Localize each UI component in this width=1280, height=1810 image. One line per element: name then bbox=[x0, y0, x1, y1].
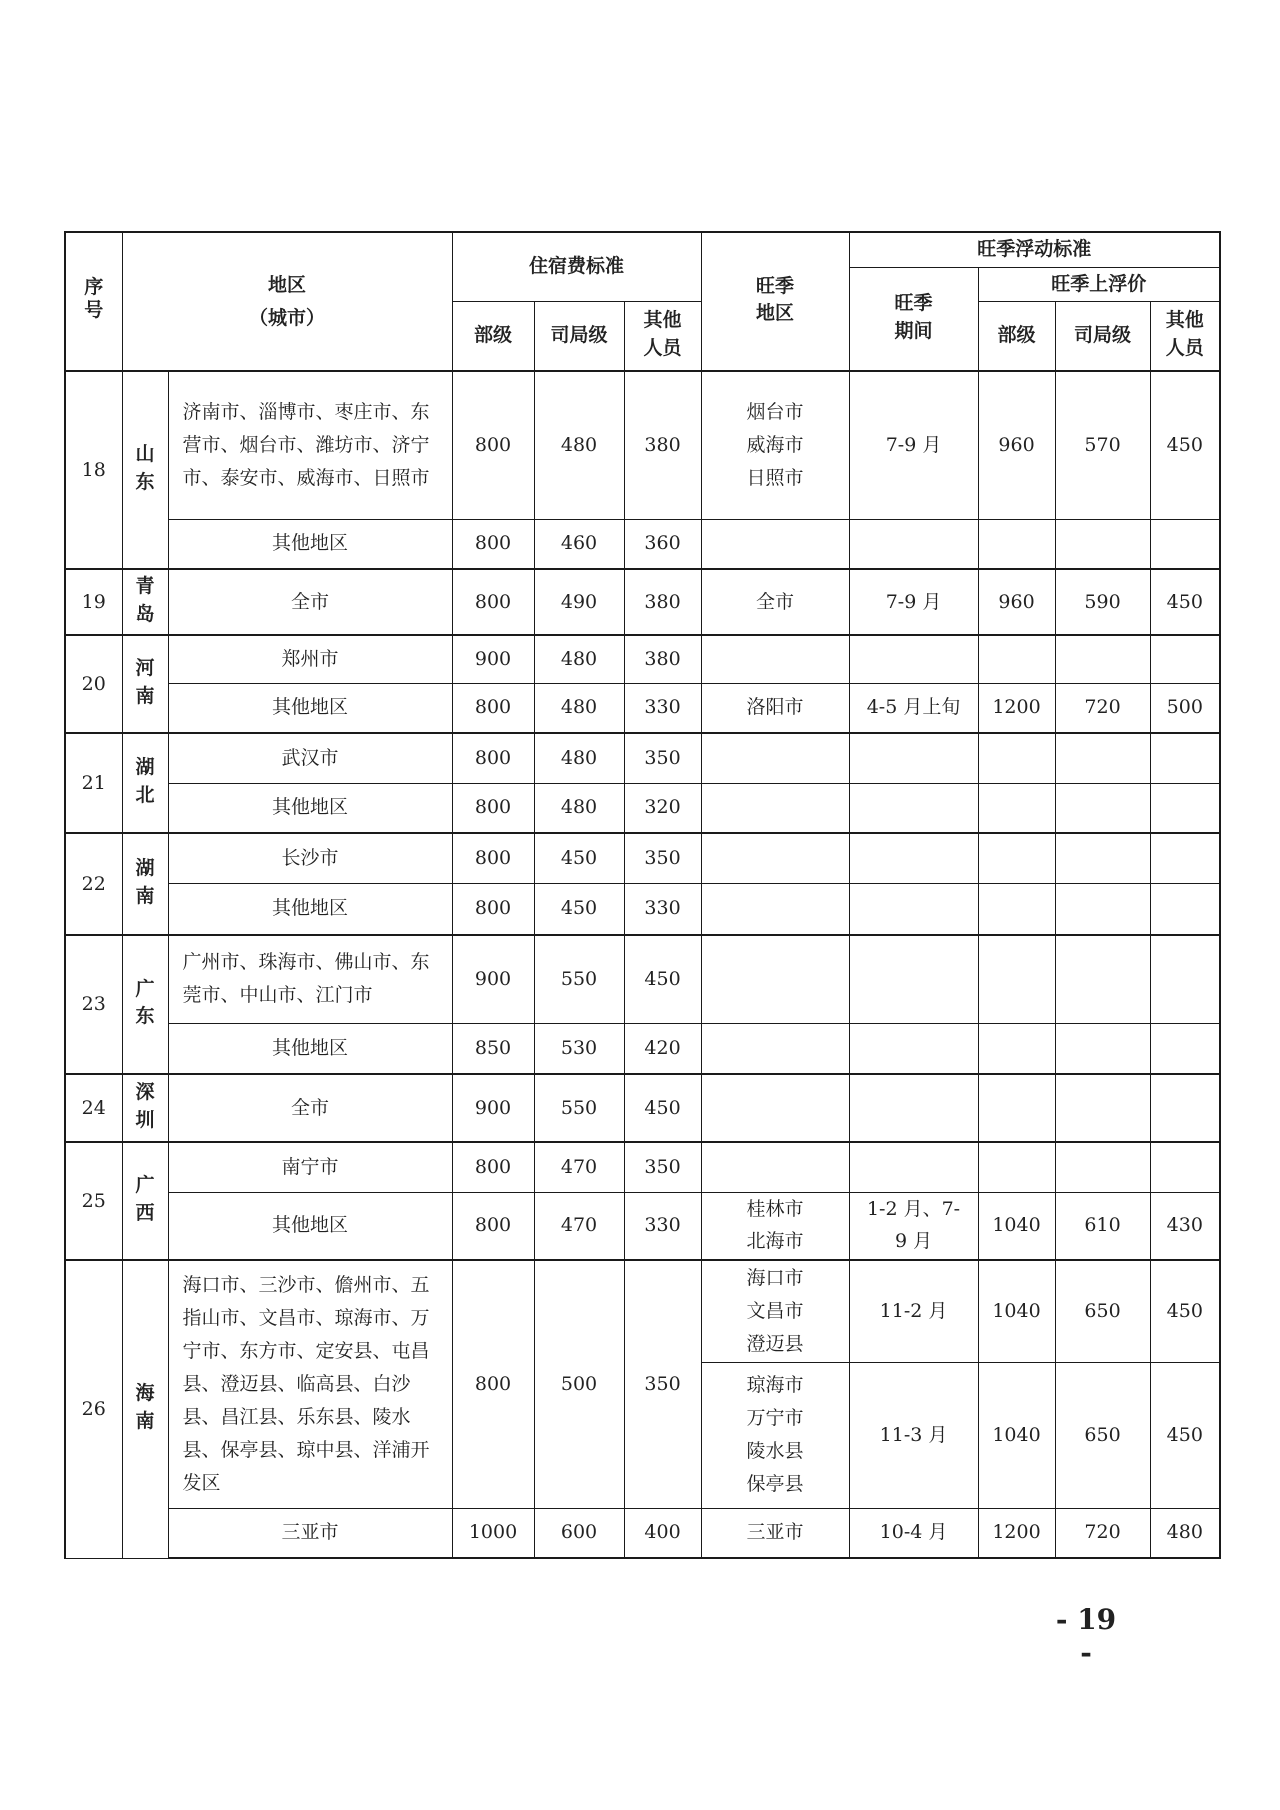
peak-period bbox=[849, 733, 978, 783]
header-peak-float: 旺季浮动标准 bbox=[849, 232, 1220, 267]
table-row bbox=[65, 935, 1220, 1023]
ministry-rate: 800 bbox=[452, 883, 534, 935]
bureau-rate: 470 bbox=[534, 1192, 624, 1260]
peak-ministry-rate: 1040 bbox=[978, 1192, 1055, 1260]
header-bureau: 司局级 bbox=[534, 301, 624, 371]
ministry-rate: 800 bbox=[452, 733, 534, 783]
city-list: 南宁市 bbox=[168, 1142, 452, 1192]
peak-period bbox=[849, 635, 978, 683]
others-rate: 350 bbox=[624, 1260, 701, 1508]
bureau-rate: 470 bbox=[534, 1142, 624, 1192]
peak-period: 10-4 月 bbox=[849, 1508, 978, 1558]
row-number: 18 bbox=[65, 371, 122, 569]
city-list: 三亚市 bbox=[168, 1508, 452, 1558]
peak-period bbox=[849, 519, 978, 569]
peak-period: 4-5 月上旬 bbox=[849, 683, 978, 733]
peak-others-rate bbox=[1150, 519, 1220, 569]
peak-bureau-rate bbox=[1055, 783, 1150, 833]
bureau-rate: 480 bbox=[534, 783, 624, 833]
others-rate: 400 bbox=[624, 1508, 701, 1558]
peak-ministry-rate bbox=[978, 1074, 1055, 1142]
city-list: 其他地区 bbox=[168, 883, 452, 935]
peak-period bbox=[849, 1142, 978, 1192]
table-row bbox=[65, 683, 1220, 733]
peak-ministry-rate: 1200 bbox=[978, 1508, 1055, 1558]
peak-region bbox=[701, 883, 849, 935]
table-row bbox=[65, 783, 1220, 833]
peak-ministry-rate bbox=[978, 935, 1055, 1023]
peak-bureau-rate: 650 bbox=[1055, 1362, 1150, 1508]
table-row bbox=[65, 883, 1220, 935]
peak-region bbox=[701, 1023, 849, 1074]
city-list: 济南市、淄博市、枣庄市、东营市、烟台市、潍坊市、济宁市、泰安市、威海市、日照市 bbox=[168, 371, 452, 519]
header-row bbox=[65, 232, 1220, 267]
province-name: 山东 bbox=[122, 371, 168, 569]
city-list: 广州市、珠海市、佛山市、东莞市、中山市、江门市 bbox=[168, 935, 452, 1023]
table-row bbox=[65, 1023, 1220, 1074]
province-name: 海南 bbox=[122, 1260, 168, 1558]
peak-region bbox=[701, 519, 849, 569]
others-rate: 450 bbox=[624, 1074, 701, 1142]
peak-others-rate: 430 bbox=[1150, 1192, 1220, 1260]
peak-bureau-rate bbox=[1055, 883, 1150, 935]
peak-others-rate bbox=[1150, 833, 1220, 883]
ministry-rate: 800 bbox=[452, 1192, 534, 1260]
city-list: 其他地区 bbox=[168, 783, 452, 833]
table-row bbox=[65, 733, 1220, 783]
peak-period bbox=[849, 1023, 978, 1074]
table-row bbox=[65, 1260, 1220, 1362]
peak-ministry-rate: 1040 bbox=[978, 1362, 1055, 1508]
peak-ministry-rate bbox=[978, 519, 1055, 569]
peak-region bbox=[701, 635, 849, 683]
header-lodging: 住宿费标准 bbox=[452, 232, 701, 301]
others-rate: 350 bbox=[624, 833, 701, 883]
province-name: 深圳 bbox=[122, 1074, 168, 1142]
city-list: 其他地区 bbox=[168, 519, 452, 569]
table-row bbox=[65, 1192, 1220, 1260]
peak-ministry-rate bbox=[978, 833, 1055, 883]
peak-period: 11-2 月 bbox=[849, 1260, 978, 1362]
peak-others-rate bbox=[1150, 883, 1220, 935]
city-list: 其他地区 bbox=[168, 683, 452, 733]
peak-bureau-rate bbox=[1055, 519, 1150, 569]
peak-bureau-rate bbox=[1055, 733, 1150, 783]
peak-period bbox=[849, 833, 978, 883]
city-list: 其他地区 bbox=[168, 1192, 452, 1260]
others-rate: 350 bbox=[624, 733, 701, 783]
peak-period bbox=[849, 1074, 978, 1142]
peak-bureau-rate: 590 bbox=[1055, 569, 1150, 635]
header-region-sub: （城市） bbox=[249, 306, 326, 329]
row-number: 21 bbox=[65, 733, 122, 833]
peak-bureau-rate: 570 bbox=[1055, 371, 1150, 519]
peak-region bbox=[701, 733, 849, 783]
row-number: 20 bbox=[65, 635, 122, 733]
row-number: 26 bbox=[65, 1260, 122, 1558]
bureau-rate: 450 bbox=[534, 833, 624, 883]
row-number: 22 bbox=[65, 833, 122, 935]
peak-region: 桂林市北海市 bbox=[701, 1192, 849, 1260]
peak-ministry-rate bbox=[978, 733, 1055, 783]
ministry-rate: 800 bbox=[452, 783, 534, 833]
others-rate: 330 bbox=[624, 883, 701, 935]
table-row bbox=[65, 1142, 1220, 1192]
row-number: 25 bbox=[65, 1142, 122, 1260]
header-seq: 序号 bbox=[65, 232, 122, 371]
peak-bureau-rate: 610 bbox=[1055, 1192, 1150, 1260]
peak-ministry-rate bbox=[978, 1142, 1055, 1192]
province-name: 河南 bbox=[122, 635, 168, 733]
ministry-rate: 800 bbox=[452, 1260, 534, 1508]
table-row bbox=[65, 569, 1220, 635]
row-number: 24 bbox=[65, 1074, 122, 1142]
row-number: 19 bbox=[65, 569, 122, 635]
peak-ministry-rate: 1040 bbox=[978, 1260, 1055, 1362]
peak-others-rate: 450 bbox=[1150, 371, 1220, 519]
peak-period: 11-3 月 bbox=[849, 1362, 978, 1508]
bureau-rate: 500 bbox=[534, 1260, 624, 1508]
table-row bbox=[65, 519, 1220, 569]
peak-others-rate: 500 bbox=[1150, 683, 1220, 733]
peak-period: 1-2 月、7-9 月 bbox=[849, 1192, 978, 1260]
bureau-rate: 600 bbox=[534, 1508, 624, 1558]
others-rate: 380 bbox=[624, 635, 701, 683]
peak-region: 三亚市 bbox=[701, 1508, 849, 1558]
header-peak-others: 其他人员 bbox=[1150, 301, 1220, 371]
header-region bbox=[122, 232, 452, 371]
city-list: 全市 bbox=[168, 569, 452, 635]
peak-region bbox=[701, 783, 849, 833]
peak-region: 全市 bbox=[701, 569, 849, 635]
city-list: 长沙市 bbox=[168, 833, 452, 883]
header-peak-up: 旺季上浮价 bbox=[978, 267, 1220, 301]
province-name: 广西 bbox=[122, 1142, 168, 1260]
others-rate: 330 bbox=[624, 1192, 701, 1260]
peak-region bbox=[701, 1074, 849, 1142]
peak-ministry-rate bbox=[978, 883, 1055, 935]
bureau-rate: 450 bbox=[534, 883, 624, 935]
header-peak-region: 旺季地区 bbox=[701, 232, 849, 371]
peak-others-rate bbox=[1150, 733, 1220, 783]
peak-bureau-rate bbox=[1055, 833, 1150, 883]
bureau-rate: 480 bbox=[534, 635, 624, 683]
ministry-rate: 800 bbox=[452, 683, 534, 733]
table-row bbox=[65, 833, 1220, 883]
bureau-rate: 490 bbox=[534, 569, 624, 635]
ministry-rate: 800 bbox=[452, 371, 534, 519]
peak-period bbox=[849, 883, 978, 935]
others-rate: 330 bbox=[624, 683, 701, 733]
table-row bbox=[65, 371, 1220, 519]
peak-ministry-rate: 1200 bbox=[978, 683, 1055, 733]
header-peak-period: 旺季期间 bbox=[849, 267, 978, 371]
others-rate: 350 bbox=[624, 1142, 701, 1192]
ministry-rate: 850 bbox=[452, 1023, 534, 1074]
others-rate: 320 bbox=[624, 783, 701, 833]
peak-others-rate: 480 bbox=[1150, 1508, 1220, 1558]
peak-ministry-rate bbox=[978, 635, 1055, 683]
province-name: 青岛 bbox=[122, 569, 168, 635]
ministry-rate: 800 bbox=[452, 569, 534, 635]
ministry-rate: 800 bbox=[452, 833, 534, 883]
bureau-rate: 480 bbox=[534, 371, 624, 519]
ministry-rate: 900 bbox=[452, 935, 534, 1023]
province-name: 湖南 bbox=[122, 833, 168, 935]
others-rate: 380 bbox=[624, 371, 701, 519]
peak-ministry-rate bbox=[978, 1023, 1055, 1074]
city-list: 全市 bbox=[168, 1074, 452, 1142]
province-name: 广东 bbox=[122, 935, 168, 1074]
ministry-rate: 800 bbox=[452, 1142, 534, 1192]
peak-bureau-rate bbox=[1055, 1023, 1150, 1074]
peak-period: 7-9 月 bbox=[849, 371, 978, 519]
peak-others-rate bbox=[1150, 935, 1220, 1023]
peak-others-rate bbox=[1150, 1074, 1220, 1142]
table-row bbox=[65, 635, 1220, 683]
peak-region bbox=[701, 833, 849, 883]
peak-period bbox=[849, 935, 978, 1023]
header-ministry: 部级 bbox=[452, 301, 534, 371]
header-others: 其他人员 bbox=[624, 301, 701, 371]
peak-bureau-rate bbox=[1055, 935, 1150, 1023]
bureau-rate: 480 bbox=[534, 733, 624, 783]
bureau-rate: 530 bbox=[534, 1023, 624, 1074]
peak-others-rate bbox=[1150, 783, 1220, 833]
peak-others-rate: 450 bbox=[1150, 1260, 1220, 1362]
peak-bureau-rate: 720 bbox=[1055, 1508, 1150, 1558]
peak-bureau-rate: 650 bbox=[1055, 1260, 1150, 1362]
peak-region: 琼海市万宁市陵水县保亭县 bbox=[701, 1362, 849, 1508]
ministry-rate: 900 bbox=[452, 1074, 534, 1142]
peak-bureau-rate: 720 bbox=[1055, 683, 1150, 733]
ministry-rate: 800 bbox=[452, 519, 534, 569]
bureau-rate: 460 bbox=[534, 519, 624, 569]
bureau-rate: 550 bbox=[534, 1074, 624, 1142]
province-name: 湖北 bbox=[122, 733, 168, 833]
page-number: - 19 - bbox=[1055, 1603, 1117, 1669]
bureau-rate: 480 bbox=[534, 683, 624, 733]
header-region-label: 地区 bbox=[268, 273, 307, 296]
ministry-rate: 1000 bbox=[452, 1508, 534, 1558]
header-peak-bureau: 司局级 bbox=[1055, 301, 1150, 371]
table-row bbox=[65, 1074, 1220, 1142]
peak-others-rate bbox=[1150, 1142, 1220, 1192]
peak-ministry-rate: 960 bbox=[978, 569, 1055, 635]
peak-period bbox=[849, 783, 978, 833]
peak-region: 烟台市威海市日照市 bbox=[701, 371, 849, 519]
row-number: 23 bbox=[65, 935, 122, 1074]
city-list: 其他地区 bbox=[168, 1023, 452, 1074]
others-rate: 450 bbox=[624, 935, 701, 1023]
bureau-rate: 550 bbox=[534, 935, 624, 1023]
header-peak-ministry: 部级 bbox=[978, 301, 1055, 371]
peak-period: 7-9 月 bbox=[849, 569, 978, 635]
peak-bureau-rate bbox=[1055, 1074, 1150, 1142]
table-row bbox=[65, 1508, 1220, 1558]
peak-others-rate bbox=[1150, 635, 1220, 683]
peak-ministry-rate: 960 bbox=[978, 371, 1055, 519]
peak-others-rate: 450 bbox=[1150, 569, 1220, 635]
others-rate: 380 bbox=[624, 569, 701, 635]
ministry-rate: 900 bbox=[452, 635, 534, 683]
others-rate: 420 bbox=[624, 1023, 701, 1074]
peak-bureau-rate bbox=[1055, 1142, 1150, 1192]
city-list: 郑州市 bbox=[168, 635, 452, 683]
peak-ministry-rate bbox=[978, 783, 1055, 833]
peak-region bbox=[701, 935, 849, 1023]
city-list: 海口市、三沙市、儋州市、五指山市、文昌市、琼海市、万宁市、东方市、定安县、屯昌县、澄迈县、临高县、白沙县、昌江县、乐东县、陵水县、保亭县、琼中县、洋浦开发区 bbox=[168, 1260, 452, 1508]
peak-region: 海口市文昌市澄迈县 bbox=[701, 1260, 849, 1362]
peak-others-rate bbox=[1150, 1023, 1220, 1074]
accommodation-standard-table bbox=[64, 231, 1221, 1559]
others-rate: 360 bbox=[624, 519, 701, 569]
peak-region bbox=[701, 1142, 849, 1192]
city-list: 武汉市 bbox=[168, 733, 452, 783]
peak-bureau-rate bbox=[1055, 635, 1150, 683]
peak-region: 洛阳市 bbox=[701, 683, 849, 733]
peak-others-rate: 450 bbox=[1150, 1362, 1220, 1508]
